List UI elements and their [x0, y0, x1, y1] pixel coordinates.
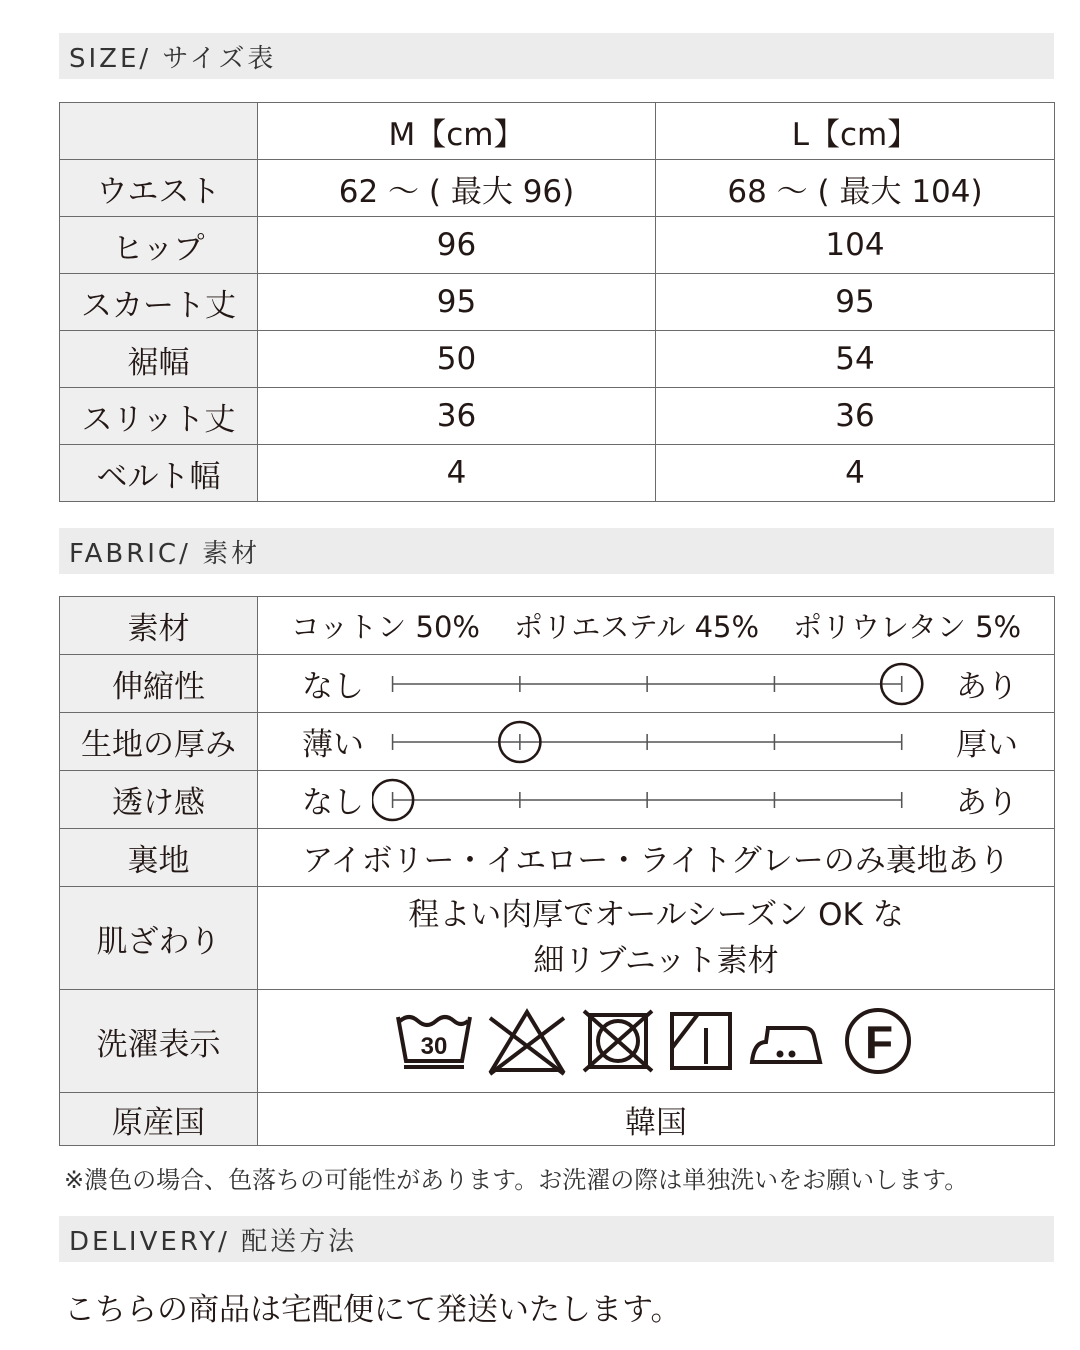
- size-row-label: ウエスト: [60, 160, 258, 217]
- lining-value: アイボリー・イエロー・ライトグレーのみ裏地あり: [258, 829, 1055, 887]
- wash-temp-label: 30: [420, 1033, 448, 1060]
- no-bleach-icon: [486, 1006, 568, 1076]
- no-tumble-dry-icon: [580, 1009, 656, 1073]
- fabric-row-care: [60, 990, 1055, 1093]
- iron-low-icon: [746, 1010, 826, 1072]
- material-composition: [258, 597, 1055, 655]
- size-cell-l: 68 〜 ( 最大 104): [656, 160, 1055, 217]
- size-row-skirt-length: [60, 274, 1055, 331]
- scale-min-label: なし: [302, 785, 364, 821]
- size-corner-cell: [60, 103, 258, 160]
- size-cell-m: 95: [258, 274, 656, 331]
- size-row-waist: [60, 160, 1055, 217]
- fabric-row-label: 原産国: [60, 1093, 258, 1146]
- size-col-l: L【cm】: [656, 103, 1055, 160]
- fabric-row-material: [60, 597, 1055, 655]
- origin-value: 韓国: [258, 1093, 1055, 1146]
- stretch-scale-cell: [258, 655, 1055, 713]
- size-cell-m: 96: [258, 217, 656, 274]
- feel-line: 細リブニット素材: [533, 943, 779, 979]
- dry-clean-f-icon: [838, 1005, 918, 1077]
- thickness-scale: [372, 714, 948, 770]
- fabric-row-thickness: [60, 713, 1055, 771]
- material-item: コットン 50%: [290, 610, 480, 644]
- fabric-row-label: 裏地: [60, 829, 258, 887]
- delivery-text: こちらの商品は宅配便にて発送いたします。: [64, 1292, 682, 1328]
- fabric-table: [59, 596, 1055, 1146]
- size-row-label: 裾幅: [60, 331, 258, 388]
- sheerness-scale-cell: [258, 771, 1055, 829]
- scale-min-label: なし: [302, 669, 364, 705]
- fabric-row-stretch: [60, 655, 1055, 713]
- scale-max-label: あり: [956, 785, 1018, 821]
- size-section-header: SIZE/ サイズ表: [59, 33, 1054, 79]
- fabric-section-header: FABRIC/ 素材: [59, 528, 1054, 574]
- size-row-belt-width: [60, 445, 1055, 502]
- size-cell-l: 36: [656, 388, 1055, 445]
- delivery-section-header: DELIVERY/ 配送方法: [59, 1216, 1054, 1262]
- fabric-row-label: 洗濯表示: [60, 990, 258, 1093]
- thickness-scale-cell: [258, 713, 1055, 771]
- size-cell-l: 95: [656, 274, 1055, 331]
- fabric-row-label: 伸縮性: [60, 655, 258, 713]
- size-row-hem-width: [60, 331, 1055, 388]
- dryclean-letter: F: [864, 1016, 894, 1068]
- size-row-label: スリット丈: [60, 388, 258, 445]
- fabric-row-label: 肌ざわり: [60, 887, 258, 990]
- size-row-label: スカート丈: [60, 274, 258, 331]
- size-cell-l: 4: [656, 445, 1055, 502]
- feel-line: 程よい肉厚でオールシーズン OK な: [408, 897, 904, 933]
- size-table: [59, 102, 1055, 502]
- size-row-label: ヒップ: [60, 217, 258, 274]
- fabric-row-sheerness: [60, 771, 1055, 829]
- care-symbols: [258, 990, 1055, 1093]
- material-item: ポリウレタン 5%: [793, 610, 1022, 644]
- scale-max-label: あり: [956, 669, 1018, 705]
- fabric-row-label: 生地の厚み: [60, 713, 258, 771]
- fabric-row-feel: [60, 887, 1055, 990]
- scale-max-label: 厚い: [956, 727, 1018, 763]
- size-cell-m: 36: [258, 388, 656, 445]
- fabric-row-origin: [60, 1093, 1055, 1146]
- size-cell-m: 4: [258, 445, 656, 502]
- scale-min-label: 薄い: [302, 727, 364, 763]
- size-row-slit-length: [60, 388, 1055, 445]
- size-row-hip: [60, 217, 1055, 274]
- size-cell-m: 50: [258, 331, 656, 388]
- feel-value: [258, 887, 1055, 990]
- fabric-row-label: 素材: [60, 597, 258, 655]
- sheerness-scale: [372, 772, 948, 828]
- size-cell-l: 54: [656, 331, 1055, 388]
- stretch-scale: [372, 656, 948, 712]
- fabric-row-lining: [60, 829, 1055, 887]
- size-header-row: [60, 103, 1055, 160]
- size-col-m: M【cm】: [258, 103, 656, 160]
- fabric-row-label: 透け感: [60, 771, 258, 829]
- care-note: ※濃色の場合、色落ちの可能性があります。お洗濯の際は単独洗いをお願いします。: [64, 1166, 969, 1194]
- size-row-label: ベルト幅: [60, 445, 258, 502]
- size-cell-m: 62 〜 ( 最大 96): [258, 160, 656, 217]
- size-cell-l: 104: [656, 217, 1055, 274]
- line-dry-shade-icon: [668, 1010, 734, 1072]
- material-item: ポリエステル 45%: [513, 610, 760, 644]
- wash-30-gentle-icon: [394, 1009, 474, 1073]
